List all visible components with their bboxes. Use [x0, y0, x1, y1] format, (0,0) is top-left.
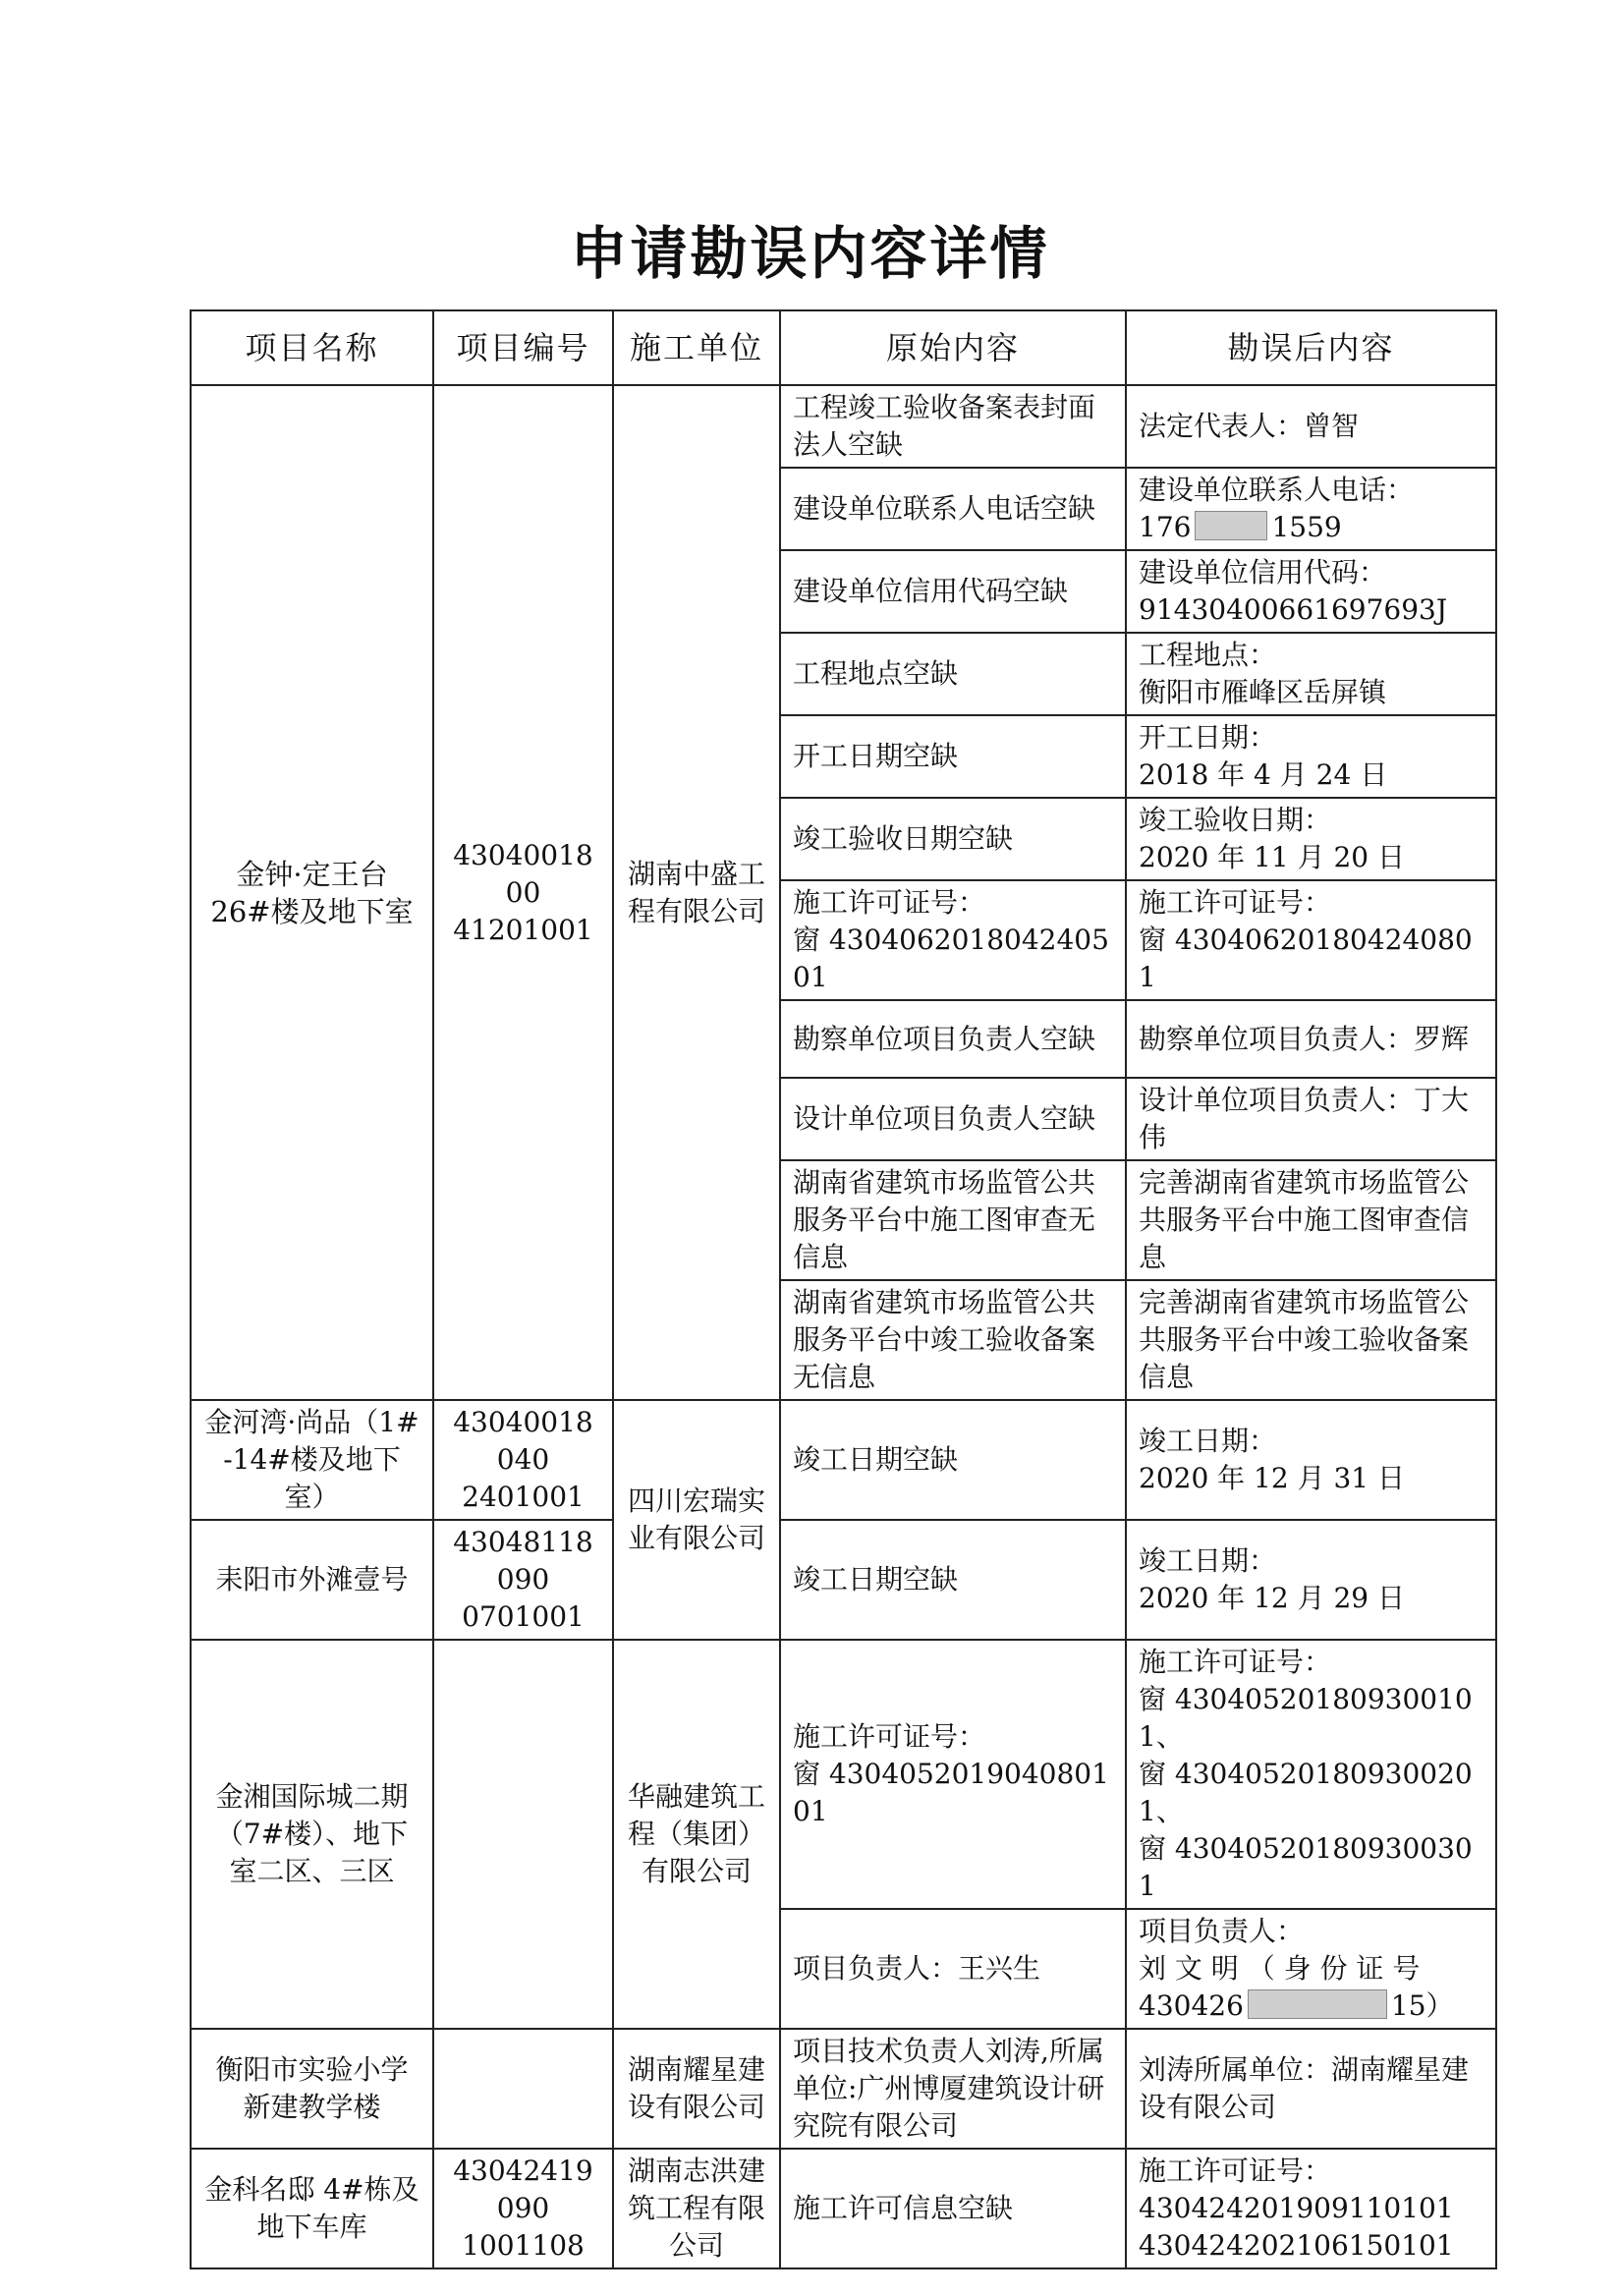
construction-unit: 四川宏瑞实业有限公司: [613, 1400, 780, 1640]
original-content: 建设单位联系人电话空缺: [780, 468, 1126, 550]
project-name: 金河湾·尚品（1#-14#楼及地下室）: [191, 1400, 433, 1520]
corrected-content: 施工许可证号： 窗 430406201804240801: [1126, 880, 1496, 1000]
header-corrected-content: 勘误后内容: [1126, 310, 1496, 385]
original-content: 竣工验收日期空缺: [780, 798, 1126, 880]
corrected-content: 竣工日期： 2020 年 12 月 31 日: [1126, 1400, 1496, 1520]
corrected-content: 建设单位联系人电话： 176 1559: [1126, 468, 1496, 550]
original-content: 施工许可证号： 窗 430406201804240501: [780, 880, 1126, 1000]
header-original-content: 原始内容: [780, 310, 1126, 385]
corrected-content: 建设单位信用代码： 91430400661697693J: [1126, 550, 1496, 633]
corrected-content: 设计单位项目负责人：丁大伟: [1126, 1078, 1496, 1160]
original-content: 开工日期空缺: [780, 715, 1126, 798]
original-content: 设计单位项目负责人空缺: [780, 1078, 1126, 1160]
redaction-box: [1195, 511, 1267, 540]
project-code: 43042419090 1001108: [433, 2149, 613, 2268]
corrected-content: 开工日期： 2018 年 4 月 24 日: [1126, 715, 1496, 798]
corrected-content: 施工许可证号： 430424201909110101 430424202106150101: [1126, 2149, 1496, 2268]
table-row: [191, 1640, 1496, 1909]
table-row: [191, 1520, 1496, 1640]
project-code: 43048118090 0701001: [433, 1520, 613, 1640]
table-header-row: [191, 310, 1496, 385]
corrected-content: 完善湖南省建筑市场监管公共服务平台中竣工验收备案信息: [1126, 1280, 1496, 1400]
construction-unit: 湖南中盛工程有限公司: [613, 385, 780, 1400]
corrected-content: 竣工验收日期： 2020 年 11 月 20 日: [1126, 798, 1496, 880]
corrected-content: 完善湖南省建筑市场监管公共服务平台中施工图审查信息: [1126, 1160, 1496, 1280]
original-content: 工程竣工验收备案表封面法人空缺: [780, 385, 1126, 468]
correction-table: [190, 309, 1497, 2269]
construction-unit: 湖南耀星建设有限公司: [613, 2029, 780, 2149]
original-content: 湖南省建筑市场监管公共服务平台中竣工验收备案无信息: [780, 1280, 1126, 1400]
redaction-box: [1248, 1989, 1387, 2019]
project-name: 衡阳市实验小学新建教学楼: [191, 2029, 433, 2149]
project-name: 金科名邸 4#栋及地下车库: [191, 2149, 433, 2268]
original-content: 竣工日期空缺: [780, 1400, 1126, 1520]
original-content: 施工许可证号： 窗 430405201904080101: [780, 1640, 1126, 1909]
table-row: [191, 2029, 1496, 2149]
project-code: 43040018040 2401001: [433, 1400, 613, 1520]
table-row: [191, 385, 1496, 468]
corrected-content: 勘察单位项目负责人：罗辉: [1126, 1000, 1496, 1078]
original-content: 竣工日期空缺: [780, 1520, 1126, 1640]
original-content: 项目负责人：王兴生: [780, 1909, 1126, 2029]
header-project-name: 项目名称: [191, 310, 433, 385]
corrected-content: 工程地点： 衡阳市雁峰区岳屏镇: [1126, 633, 1496, 715]
project-name: 金湘国际城二期 （7#楼）、地下 室二区、三区: [191, 1640, 433, 2029]
project-code: [433, 2029, 613, 2149]
construction-unit: 华融建筑工程（集团）有限公司: [613, 1640, 780, 2029]
construction-unit: 湖南志洪建筑工程有限公司: [613, 2149, 780, 2268]
project-code: 4304001800 41201001: [433, 385, 613, 1400]
original-content: 湖南省建筑市场监管公共服务平台中施工图审查无信息: [780, 1160, 1126, 1280]
document-title: 申请勘误内容详情: [570, 220, 1050, 287]
corrected-content: 竣工日期： 2020 年 12 月 29 日: [1126, 1520, 1496, 1640]
original-content: 建设单位信用代码空缺: [780, 550, 1126, 633]
header-project-code: 项目编号: [433, 310, 613, 385]
corrected-content: 刘涛所属单位：湖南耀星建设有限公司: [1126, 2029, 1496, 2149]
corrected-content: 施工许可证号： 窗 430405201809300101、 窗 430405201809300201、 窗 430405201809300301: [1126, 1640, 1496, 1909]
project-name: 金钟·定王台 26#楼及地下室: [191, 385, 433, 1400]
header-construction-unit: 施工单位: [613, 310, 780, 385]
original-content: 工程地点空缺: [780, 633, 1126, 715]
table-row: [191, 1400, 1496, 1520]
original-content: 项目技术负责人刘涛,所属单位:广州博厦建筑设计研究院有限公司: [780, 2029, 1126, 2149]
original-content: 勘察单位项目负责人空缺: [780, 1000, 1126, 1078]
corrected-content: 项目负责人： 刘 文 明 （ 身 份 证 号 430426 15）: [1126, 1909, 1496, 2029]
project-code: [433, 1640, 613, 2029]
project-name: 耒阳市外滩壹号: [191, 1520, 433, 1640]
corrected-content: 法定代表人：曾智: [1126, 385, 1496, 468]
original-content: 施工许可信息空缺: [780, 2149, 1126, 2268]
table-row: [191, 2149, 1496, 2268]
